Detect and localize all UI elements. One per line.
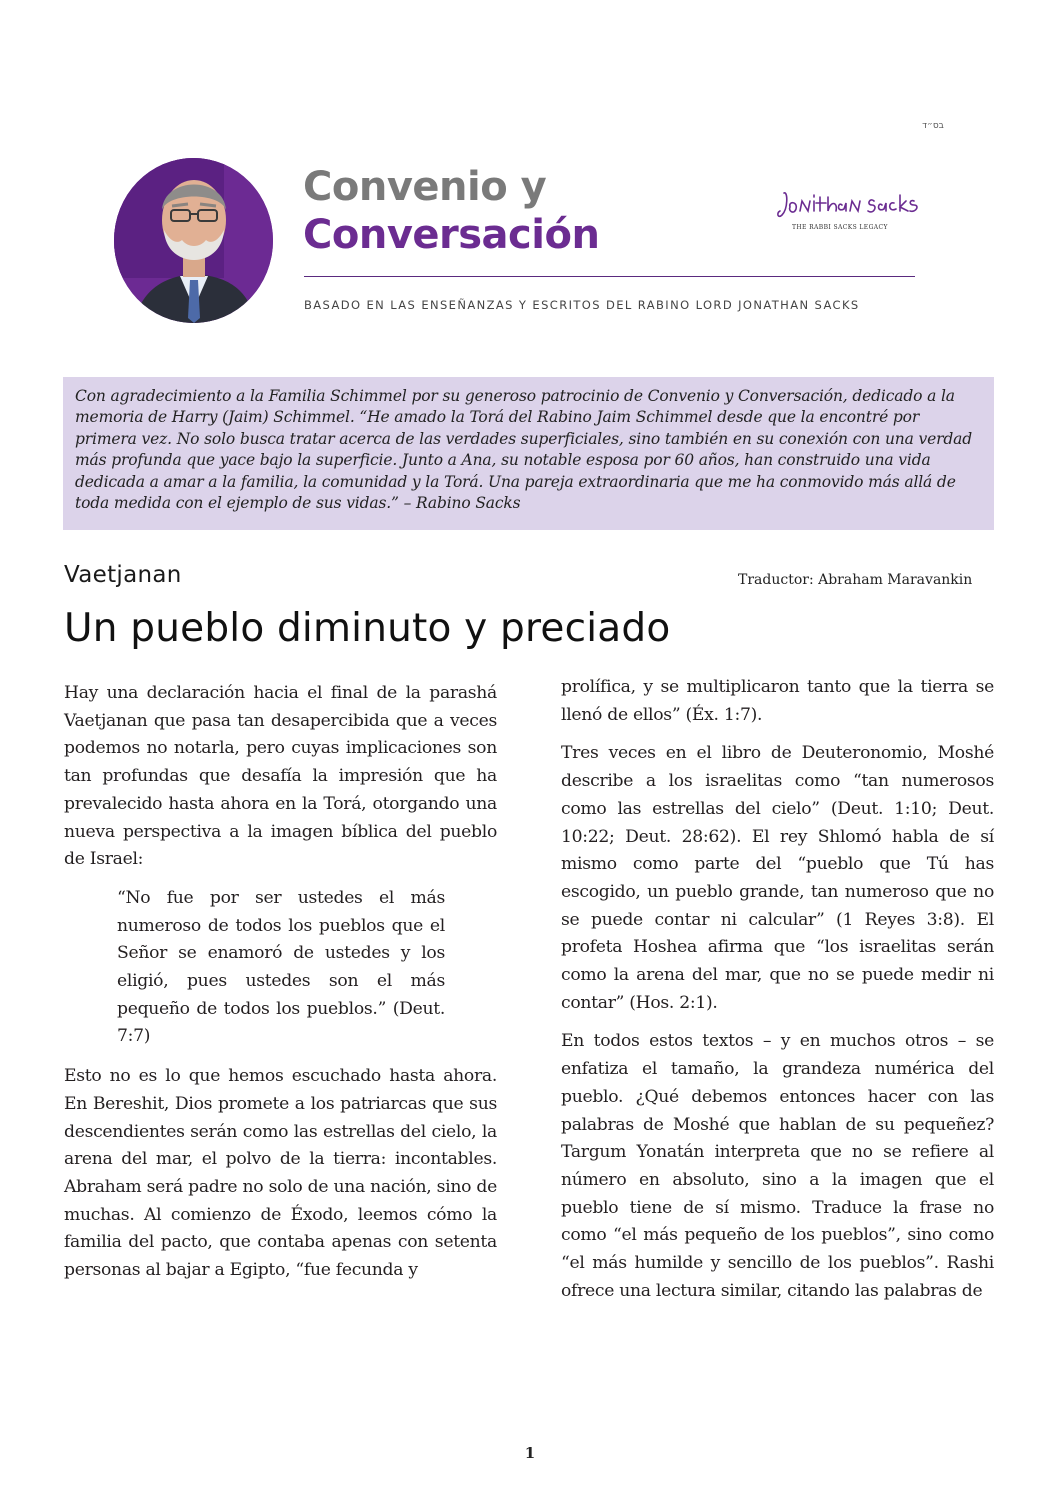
translator-credit: Traductor: Abraham Maravankin [738, 572, 973, 588]
article-column-right [561, 674, 994, 1316]
scripture-quote: “No fue por ser ustedes el más numeroso de todos los pueblos que el Señor se enamoró de ustedes y los eligió, pues ustedes son el más pequeño de todos los pueblos.” (Deut. 7:7) [117, 887, 445, 1047]
paragraph: Tres veces en el libro de Deuteronomio, Moshé describe a los israelitas como “tan numerosos como las estrellas del cielo” (Deut. 1:10; Deut. 10:22; Deut. 28:62). El rey Shlomó habla de sí mismo como parte del “pueblo que Tú has escogido, un pueblo grande, tan numeroso que no se puede contar ni calcular” (1 Reyes 3:8). El profeta Hoshea afirma que “los israelitas serán como la arena del mar, que no se puede medir ni contar” (Hos. 2:1). [561, 743, 994, 1013]
logo-tagline: THE RABBI SACKS LEGACY [792, 224, 888, 231]
publication-subtitle: BASADO EN LAS ENSEÑANZAS Y ESCRITOS DEL RABINO LORD JONATHAN SACKS [304, 298, 860, 312]
rabbi-sacks-legacy-logo [774, 187, 920, 239]
portrait-illustration [114, 158, 273, 323]
article-title: Un pueblo diminuto y preciado [64, 606, 671, 651]
dedication-box: Con agradecimiento a la Familia Schimmel por su generoso patrocinio de Convenio y Conversación, dedicado a la memoria de Harry (Jaim) Schimmel. “He amado la Torá del Rabino Jaim Schimmel desde que la encontré por primera vez. No solo busca tratar acerca de las verdades superficiales, sino también en su conexión con una verdad más profunda que yace bajo la superficie. Junto a Ana, su notable esposa por 60 años, han construido una vida dedicada a amar a la familia, la comunidad y la Torá. Una pareja extraordinaria que me ha conmovido más allá de toda medida con el ejemplo de sus vidas.” – Rabino Sacks [63, 377, 994, 530]
paragraph: En todos estos textos – y en muchos otros – se enfatiza el tamaño, la grandeza numérica del pueblo. ¿Qué debemos entonces hacer con las palabras de Moshé que hablan de su pequeñez? Targum Yonatán interpreta que no se refiere al número en absoluto, sino a la imagen que el pueblo tiene de sí mismo. Traduce la frase no como “el más pequeño de los pueblos”, sino como “el más humilde y sencillo de los pueblos”. Rashi ofrece una lectura similar, citando las palabras de [561, 1031, 994, 1301]
title-line-2: Conversación [303, 212, 600, 258]
rabbi-portrait [114, 158, 273, 323]
signature-icon [774, 187, 920, 223]
page-number: 1 [524, 1444, 536, 1462]
paragraph: Esto no es lo que hemos escuchado hasta ahora. En Bereshit, Dios promete a los patriarcas que sus descendientes serán como las estrellas del cielo, la arena del mar, el polvo de la tierra: incontables. Abraham será padre no solo de una nación, sino de muchas. Al comienzo de Éxodo, leemos cómo la familia del pacto, que contaba apenas con setenta personas al bajar a Egipto, “fue fecunda y [64, 1066, 497, 1281]
article-column-left [64, 680, 497, 1296]
title-line-1: Convenio y [303, 164, 547, 210]
parasha-name: Vaetjanan [64, 562, 182, 588]
paragraph: prolífica, y se multiplicaron tanto que la tierra se llenó de ellos” (Éx. 1:7). [561, 677, 994, 725]
bsd-mark: בס״ד [922, 121, 944, 131]
publication-title [303, 163, 599, 259]
paragraph: Hay una declaración hacia el final de la parashá Vaetjanan que pasa tan desapercibida que a veces podemos no notarla, pero cuyas implicaciones son tan profundas que desafía la impresión que ha prevalecido hasta ahora en la Torá, otorgando una nueva perspectiva a la imagen bíblica del pueblo de Israel: [64, 683, 497, 870]
header-divider [304, 276, 915, 277]
